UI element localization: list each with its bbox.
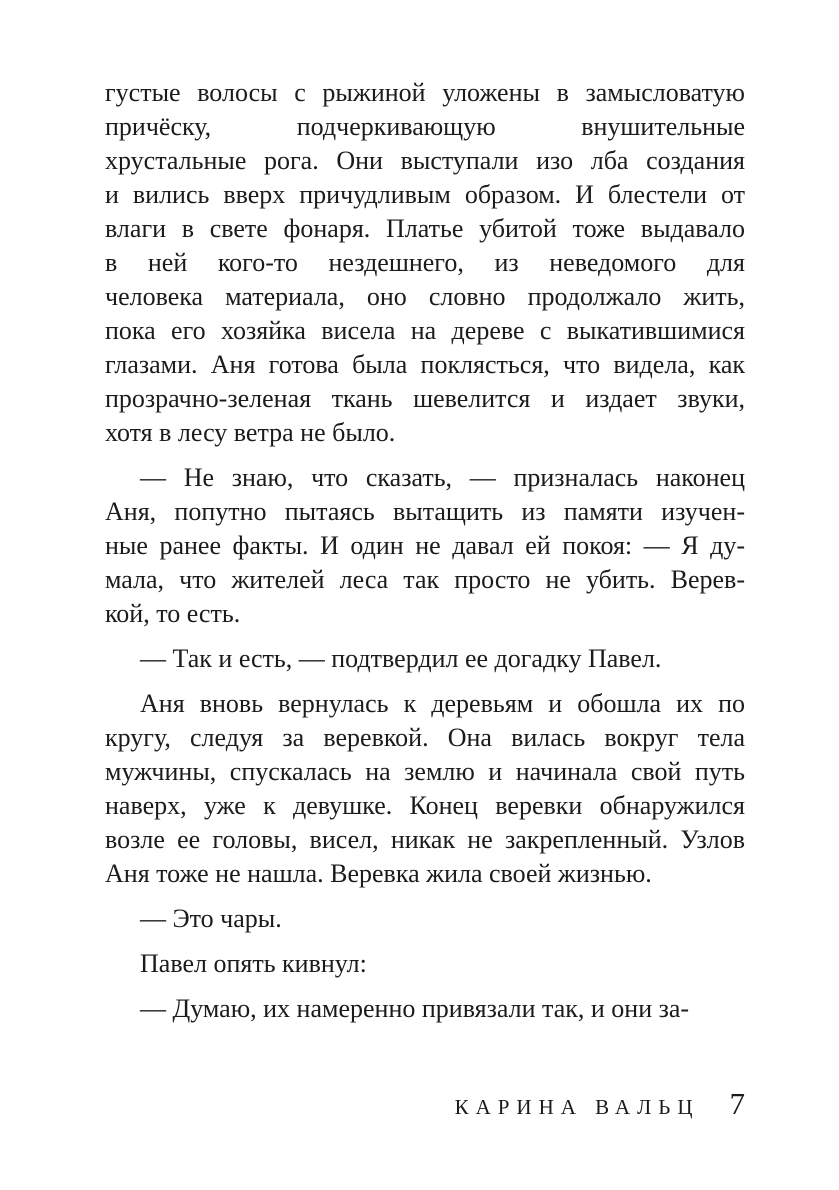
text-line: Аня вновь вернулась к деревьям и обошла их по	[140, 689, 745, 718]
text-line: причёску, подчеркивающую внушительные	[105, 112, 745, 141]
text-line: хотя в лесу ветра не было.	[105, 418, 396, 447]
text-line: хрустальные рога. Они выступали изо лба создания	[105, 146, 745, 175]
paragraph	[105, 687, 745, 891]
text-line: густые волосы с рыжиной уложены в замысловатую	[105, 78, 745, 107]
text-line: пока его хозяйка висела на дереве с выкатившимися	[105, 316, 745, 345]
text-line: кругу, следуя за веревкой. Она вилась вокруг тела	[105, 723, 745, 752]
page-number: 7	[729, 1086, 745, 1121]
text-line: — Думаю, их намеренно привязали так, и они за-	[140, 994, 690, 1023]
text-line: — Не знаю, что сказать, — призналась наконец	[140, 463, 745, 492]
page-footer	[455, 1086, 745, 1122]
text-line: глазами. Аня готова была поклясться, что видела, как	[105, 350, 745, 379]
text-line: — Так и есть, — подтвердил ее догадку Павел.	[140, 644, 662, 673]
author-name: КАРИНА ВАЛЬЦ	[454, 1095, 700, 1119]
text-line: Аня, попутно пытаясь вытащить из памяти изучен-	[105, 497, 745, 526]
text-line: — Это чары.	[140, 904, 282, 933]
paragraph	[105, 76, 745, 450]
text-line: Аня тоже не нашла. Веревка жила своей жизнью.	[105, 859, 652, 888]
text-line: мужчины, спускалась на землю и начинала свой путь	[105, 757, 745, 786]
text-line: в ней кого-то нездешнего, из неведомого для	[105, 248, 745, 277]
text-line: прозрачно-зеленая ткань шевелится и издает звуки,	[105, 384, 745, 413]
text-line: ные ранее факты. И один не давал ей покоя: — Я ду-	[105, 531, 745, 560]
paragraph	[105, 992, 745, 1026]
text-line: Павел опять кивнул:	[140, 949, 367, 978]
text-line: влаги в свете фонаря. Платье убитой тоже выдавало	[105, 214, 745, 243]
text-line: кой, то есть.	[105, 599, 241, 628]
paragraph	[105, 902, 745, 936]
paragraph	[105, 461, 745, 631]
text-block	[105, 76, 745, 1026]
text-line: наверх, уже к девушке. Конец веревки обнаружился	[105, 791, 745, 820]
paragraph	[105, 947, 745, 981]
text-line: человека материала, оно словно продолжало жить,	[105, 282, 745, 311]
paragraph	[105, 642, 745, 676]
text-line: и вились вверх причудливым образом. И блестели от	[105, 180, 745, 209]
text-line: возле ее головы, висел, никак не закрепленный. Узлов	[105, 825, 745, 854]
text-line: мала, что жителей леса так просто не убить. Верев-	[105, 565, 745, 594]
